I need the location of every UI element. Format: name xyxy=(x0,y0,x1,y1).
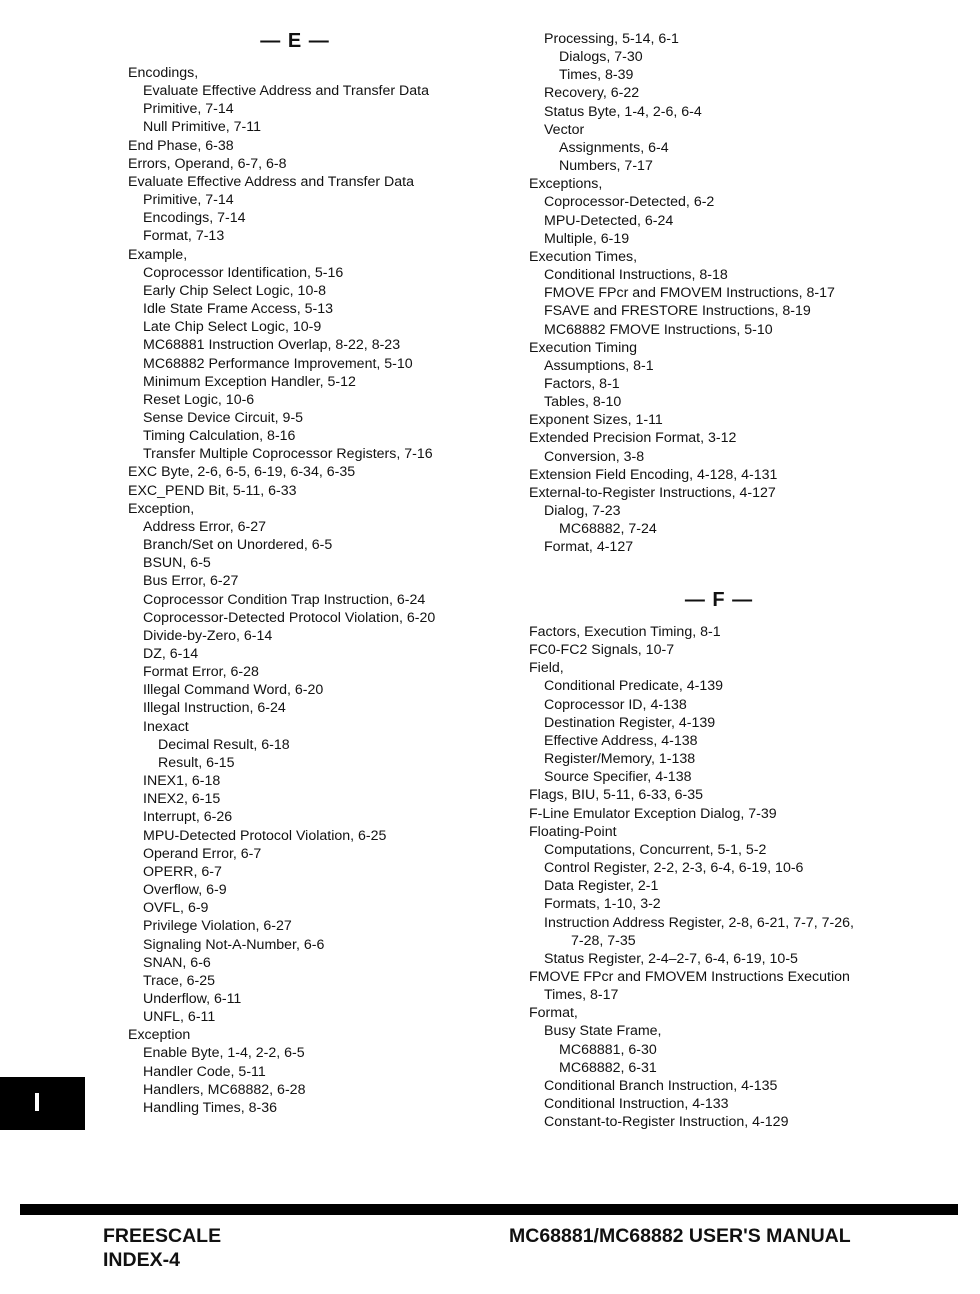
index-entries-left xyxy=(128,64,508,1117)
index-entry: FC0-FC2 Signals, 10-7 xyxy=(529,642,675,659)
index-entry: MC68882 FMOVE Instructions, 5-10 xyxy=(544,321,773,338)
index-entry: External-to-Register Instructions, 4-127 xyxy=(529,484,776,501)
index-entry: Coprocessor ID, 4-138 xyxy=(544,696,687,713)
index-entry: Handlers, MC68882, 6-28 xyxy=(143,1081,306,1098)
index-entry: Reset Logic, 10-6 xyxy=(143,391,255,408)
index-entry: Operand Error, 6-7 xyxy=(143,845,262,862)
index-entry: Late Chip Select Logic, 10-9 xyxy=(143,319,322,336)
index-entry: Coprocessor Identification, 5-16 xyxy=(143,264,344,281)
index-entry: End Phase, 6-38 xyxy=(128,137,234,154)
section-heading-f: — F — xyxy=(684,589,754,611)
index-entry: Formats, 1-10, 3-2 xyxy=(544,896,661,913)
index-entry: Conditional Predicate, 4-139 xyxy=(544,678,724,695)
index-entry: Underflow, 6-11 xyxy=(143,990,242,1007)
index-entry: Register/Memory, 1-138 xyxy=(544,751,696,768)
footer-publisher: FREESCALE xyxy=(103,1225,222,1247)
index-entry: Exception, xyxy=(128,500,195,517)
index-entry: Coprocessor Condition Trap Instruction, 6-24 xyxy=(143,591,426,608)
index-entry: Recovery, 6-22 xyxy=(544,85,640,102)
index-entry: MC68882, 7-24 xyxy=(559,521,657,538)
index-entry: Idle State Frame Access, 5-13 xyxy=(143,301,334,318)
index-entry: Sense Device Circuit, 9-5 xyxy=(143,409,304,426)
index-entry: Overflow, 6-9 xyxy=(143,882,227,899)
index-entry: Signaling Not-A-Number, 6-6 xyxy=(143,936,325,953)
index-entry: Format, 7-13 xyxy=(143,228,225,245)
index-side-tab xyxy=(0,1077,85,1130)
index-entry: MPU-Detected, 6-24 xyxy=(544,212,674,229)
index-entry: Assumptions, 8-1 xyxy=(544,357,654,374)
index-entry: Encodings, 7-14 xyxy=(143,210,246,227)
index-entry: Status Byte, 1-4, 2-6, 6-4 xyxy=(544,103,702,120)
index-entry: OVFL, 6-9 xyxy=(143,900,209,917)
index-entry: Dialog, 7-23 xyxy=(544,503,621,520)
index-entry: Result, 6-15 xyxy=(158,754,235,771)
index-entry: Destination Register, 4-139 xyxy=(544,714,716,731)
index-entry: Interrupt, 6-26 xyxy=(143,809,233,826)
index-entry: Processing, 5-14, 6-1 xyxy=(544,31,679,47)
index-entry: SNAN, 6-6 xyxy=(143,954,211,971)
index-entry: Times, 8-17 xyxy=(544,987,619,1004)
index-entry: Flags, BIU, 5-11, 6-33, 6-35 xyxy=(529,787,704,804)
index-entry: Instruction Address Register, 2-8, 6-21, 7-7, 7-26, xyxy=(544,914,854,931)
index-entry: Conditional Instruction, 4-133 xyxy=(544,1096,729,1113)
index-entry: Example, xyxy=(128,246,188,263)
index-entry: Coprocessor-Detected, 6-2 xyxy=(544,194,715,211)
index-entry: MPU-Detected Protocol Violation, 6-25 xyxy=(143,827,387,844)
index-entry: Factors, 8-1 xyxy=(544,375,620,392)
index-entry: Primitive, 7-14 xyxy=(143,101,234,118)
index-entry: Constant-to-Register Instruction, 4-129 xyxy=(544,1114,789,1131)
index-entry: Format Error, 6-28 xyxy=(143,664,259,681)
right-column-lower xyxy=(529,587,909,1131)
index-entry: Tables, 8-10 xyxy=(544,394,622,411)
index-entry: Multiple, 6-19 xyxy=(544,230,630,247)
index-entry: Format, xyxy=(529,1005,578,1022)
index-entry: Conditional Branch Instruction, 4-135 xyxy=(544,1077,778,1094)
index-entry: Effective Address, 4-138 xyxy=(544,732,698,749)
index-entry: Privilege Violation, 6-27 xyxy=(143,918,292,935)
index-entry: Status Register, 2-4–2-7, 6-4, 6-19, 10-5 xyxy=(544,950,798,967)
index-entry: Conversion, 3-8 xyxy=(544,448,645,465)
index-entry: FMOVE FPcr and FMOVEM Instructions Execution xyxy=(529,968,850,985)
index-entry: FMOVE FPcr and FMOVEM Instructions, 8-17 xyxy=(544,285,835,302)
index-entry: Factors, Execution Timing, 8-1 xyxy=(529,624,721,640)
index-entry: Execution Times, xyxy=(529,248,638,265)
footer-manual-title: MC68881/MC68882 USER'S MANUAL xyxy=(509,1225,851,1247)
index-entry: MC68882, 6-31 xyxy=(559,1059,657,1076)
index-entries-right-bottom xyxy=(529,623,909,1131)
index-entry: Primitive, 7-14 xyxy=(143,192,234,209)
right-column xyxy=(529,30,949,557)
index-entry: Extended Precision Format, 3-12 xyxy=(529,430,737,447)
index-entry: Decimal Result, 6-18 xyxy=(158,736,290,753)
index-entry: Conditional Instructions, 8-18 xyxy=(544,267,728,284)
index-entry: Busy State Frame, xyxy=(544,1023,662,1040)
index-entry: MC68881, 6-30 xyxy=(559,1041,657,1058)
index-entry: MC68882 Performance Improvement, 5-10 xyxy=(143,355,413,372)
index-entry: Control Register, 2-2, 2-3, 6-4, 6-19, 10-6 xyxy=(544,860,804,877)
index-entry: Bus Error, 6-27 xyxy=(143,573,239,590)
index-entry: Illegal Command Word, 6-20 xyxy=(143,682,324,699)
index-entry: UNFL, 6-11 xyxy=(143,1009,216,1026)
index-entry: Field, xyxy=(529,660,564,677)
index-entry: EXC_PEND Bit, 5-11, 6-33 xyxy=(128,482,297,499)
index-entry: Handler Code, 5-11 xyxy=(143,1063,266,1080)
footer-left xyxy=(103,1224,221,1272)
index-entry: EXC Byte, 2-6, 6-5, 6-19, 6-34, 6-35 xyxy=(128,464,356,481)
index-entry: Source Specifier, 4-138 xyxy=(544,769,692,786)
index-entry: DZ, 6-14 xyxy=(143,646,199,662)
index-entry: Minimum Exception Handler, 5-12 xyxy=(143,373,356,390)
index-entry: Trace, 6-25 xyxy=(143,972,216,989)
index-entry: INEX2, 6-15 xyxy=(143,791,221,808)
index-entry: Floating-Point xyxy=(529,823,617,840)
index-entry: Inexact xyxy=(143,718,189,735)
index-entry: Branch/Set on Unordered, 6-5 xyxy=(143,537,333,554)
index-entry: Illegal Instruction, 6-24 xyxy=(143,700,286,717)
index-entry: Extension Field Encoding, 4-128, 4-131 xyxy=(529,466,778,483)
index-entry: Handling Times, 8-36 xyxy=(143,1099,278,1116)
index-entry: INEX1, 6-18 xyxy=(143,773,221,790)
index-entry: Coprocessor-Detected Protocol Violation, 6-20 xyxy=(143,609,436,626)
left-column xyxy=(128,30,508,1117)
index-entries-right-top xyxy=(529,30,949,557)
index-entry: Dialogs, 7-30 xyxy=(559,49,643,66)
footer-page-number: INDEX-4 xyxy=(103,1249,180,1271)
footer-rule xyxy=(20,1204,958,1215)
index-entry: Evaluate Effective Address and Transfer Data xyxy=(143,83,430,100)
index-entry: Assignments, 6-4 xyxy=(559,139,669,156)
index-entry: Data Register, 2-1 xyxy=(544,878,659,895)
section-heading-e: — E — xyxy=(260,30,330,52)
index-entry: Divide-by-Zero, 6-14 xyxy=(143,627,273,644)
index-entry: Address Error, 6-27 xyxy=(143,518,267,535)
index-entry: Exception xyxy=(128,1027,191,1044)
index-entry: BSUN, 6-5 xyxy=(143,555,211,572)
index-entry: OPERR, 6-7 xyxy=(143,863,222,880)
index-entry: Encodings, xyxy=(128,65,199,81)
index-entry: FSAVE and FRESTORE Instructions, 8-19 xyxy=(544,303,811,320)
index-entry: Format, 4-127 xyxy=(544,539,634,556)
index-entry: Execution Timing xyxy=(529,339,638,356)
index-entry: F-Line Emulator Exception Dialog, 7-39 xyxy=(529,805,777,822)
index-entry: Enable Byte, 1-4, 2-2, 6-5 xyxy=(143,1045,305,1062)
index-entry: Timing Calculation, 8-16 xyxy=(143,428,296,445)
index-entry: Exponent Sizes, 1-11 xyxy=(529,412,663,429)
index-entry: Early Chip Select Logic, 10-8 xyxy=(143,282,326,299)
index-entry: MC68881 Instruction Overlap, 8-22, 8-23 xyxy=(143,337,401,354)
index-entry: Vector xyxy=(544,121,585,138)
index-entry: Evaluate Effective Address and Transfer Data xyxy=(128,173,415,190)
side-tab-letter-mark xyxy=(35,1093,39,1111)
index-entry: Transfer Multiple Coprocessor Registers, 7-16 xyxy=(143,446,433,463)
index-entry: Computations, Concurrent, 5-1, 5-2 xyxy=(544,841,767,858)
index-entry: Errors, Operand, 6-7, 6-8 xyxy=(128,155,287,172)
index-entry: Times, 8-39 xyxy=(559,67,634,84)
index-entry: Null Primitive, 7-11 xyxy=(143,119,261,136)
index-entry: Exceptions, xyxy=(529,176,603,193)
index-entry: Numbers, 7-17 xyxy=(559,158,653,175)
index-entry: 7-28, 7-35 xyxy=(571,932,636,949)
